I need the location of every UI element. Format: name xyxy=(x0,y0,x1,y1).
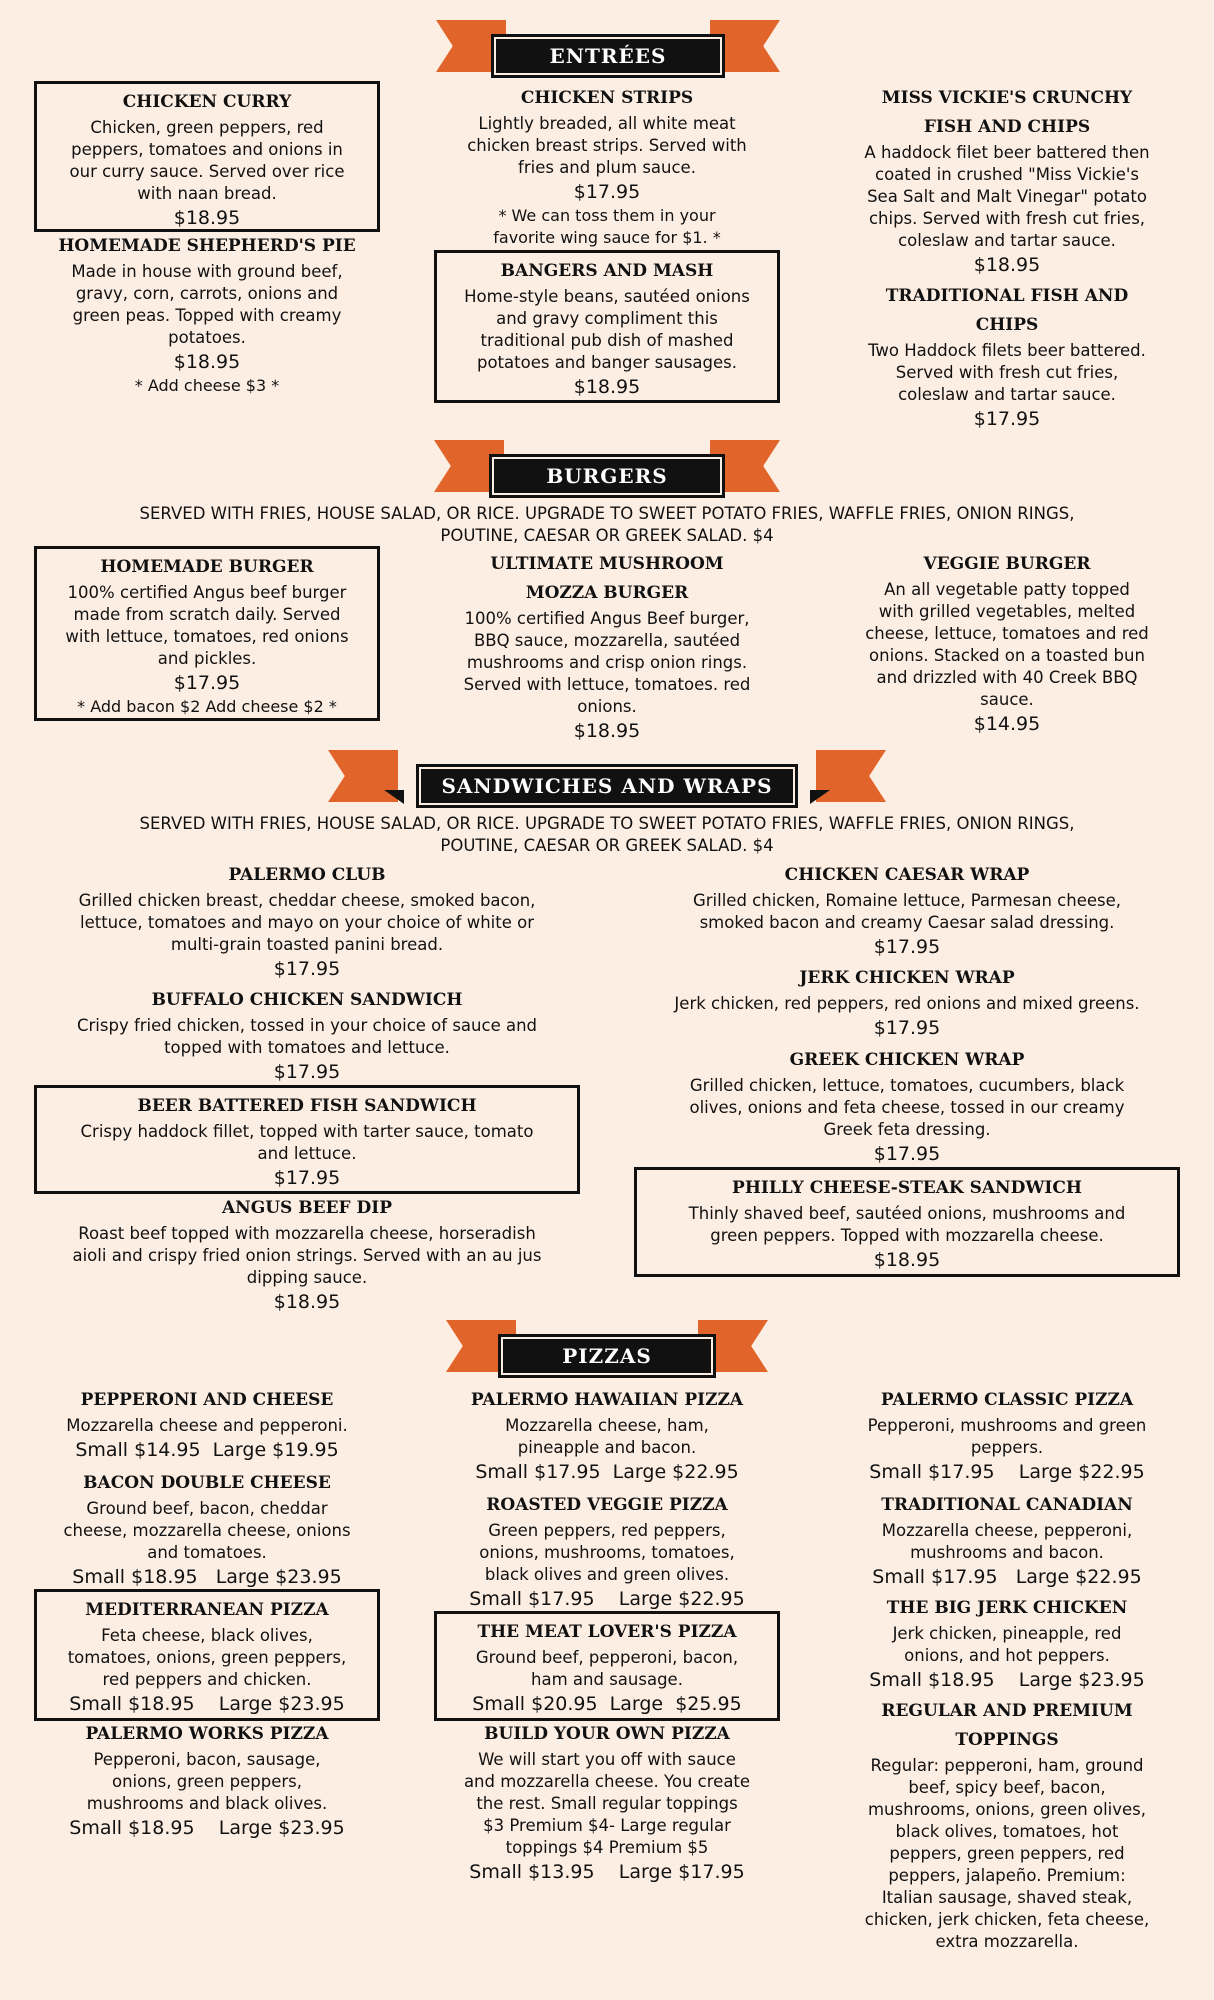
item-desc: dipping sauce. xyxy=(246,1268,368,1287)
item-desc: onions, green peppers, xyxy=(111,1772,303,1791)
item-desc: BBQ sauce, mozzarella, sautéed xyxy=(473,631,741,650)
item-name: BUILD YOUR OWN PIZZA xyxy=(484,1724,730,1744)
item-price: Small $18.95 Large $23.95 xyxy=(69,1817,345,1839)
item-price: $17.95 xyxy=(873,1143,941,1165)
item-desc: mushrooms and crisp onion rings. xyxy=(466,653,748,672)
menu-item-traditional-fish xyxy=(834,282,1180,432)
item-desc: topped with tomatoes and lettuce. xyxy=(164,1038,450,1057)
menu-item-jerk-chicken-wrap xyxy=(634,964,1180,1041)
item-name: BACON DOUBLE CHEESE xyxy=(83,1473,331,1493)
served-note-line: POUTINE, CAESAR OR GREEK SALAD. $4 xyxy=(440,526,774,545)
item-price: $17.95 xyxy=(173,672,241,694)
item-name: CHICKEN CAESAR WRAP xyxy=(784,865,1030,885)
menu-item-palermo-club xyxy=(34,861,580,982)
menu-item-buffalo-chicken xyxy=(34,986,580,1085)
section-title: BURGERS xyxy=(489,454,725,498)
item-name: PALERMO CLASSIC PIZZA xyxy=(880,1390,1134,1410)
item-note: * Add cheese $3 * xyxy=(134,376,280,395)
item-desc: gravy, corn, carrots, onions and xyxy=(75,284,339,303)
item-desc: olives, onions and feta cheese, tossed in our creamy xyxy=(689,1098,1125,1117)
item-desc: Made in house with ground beef, xyxy=(71,262,343,281)
item-name: CHICKEN CURRY xyxy=(122,92,292,112)
item-desc: Lightly breaded, all white meat xyxy=(478,114,736,133)
section-title: SANDWICHES AND WRAPS xyxy=(416,764,798,808)
item-price: $18.95 xyxy=(973,254,1041,276)
item-desc: onions, mushrooms, tomatoes, xyxy=(479,1543,735,1562)
item-desc: Greek feta dressing. xyxy=(823,1120,991,1139)
item-price: Small $20.95 Large $25.95 xyxy=(472,1693,742,1715)
item-name: PALERMO CLUB xyxy=(228,865,386,885)
item-desc: Served with lettuce, tomatoes. red xyxy=(463,675,751,694)
item-price: $17.95 xyxy=(273,1167,341,1189)
menu-item-meat-lovers-pizza xyxy=(434,1611,780,1721)
item-desc: potatoes and banger sausages. xyxy=(476,353,738,372)
item-name: JERK CHICKEN WRAP xyxy=(799,968,1015,988)
item-desc: pineapple and bacon. xyxy=(517,1438,697,1457)
item-desc: We will start you off with sauce xyxy=(478,1750,736,1769)
item-desc: green peas. Topped with creamy xyxy=(72,306,342,325)
item-name: BANGERS AND MASH xyxy=(500,261,714,281)
item-name: BEER BATTERED FISH SANDWICH xyxy=(137,1096,477,1116)
item-desc: with lettuce, tomatoes, red onions xyxy=(65,627,349,646)
item-price: Small $18.95 Large $23.95 xyxy=(69,1693,345,1715)
item-name: THE BIG JERK CHICKEN xyxy=(886,1598,1128,1618)
item-desc: A haddock filet beer battered then xyxy=(864,143,1150,162)
item-desc: cheese, mozzarella cheese, onions xyxy=(63,1521,351,1540)
item-desc: 100% certified Angus beef burger xyxy=(67,583,347,602)
item-desc: onions, and hot peppers. xyxy=(904,1646,1110,1665)
item-desc: fries and plum sauce. xyxy=(518,158,696,177)
item-desc: Served with fresh cut fries, xyxy=(895,363,1119,382)
item-desc: mushrooms and bacon. xyxy=(910,1543,1104,1562)
item-desc: toppings $4 Premium $5 xyxy=(505,1838,709,1857)
item-desc: traditional pub dish of mashed xyxy=(480,331,734,350)
section-banner-burgers xyxy=(434,440,780,502)
item-desc: chicken, jerk chicken, feta cheese, xyxy=(864,1910,1150,1929)
item-name: TRADITIONAL FISH AND xyxy=(885,286,1129,306)
served-note-line: POUTINE, CAESAR OR GREEK SALAD. $4 xyxy=(440,836,774,855)
item-name: ANGUS BEEF DIP xyxy=(221,1198,393,1218)
item-desc: Sea Salt and Malt Vinegar" potato xyxy=(867,187,1147,206)
item-name: PALERMO HAWAIIAN PIZZA xyxy=(470,1390,744,1410)
item-name: VEGGIE BURGER xyxy=(923,554,1091,574)
item-price: Small $14.95 Large $19.95 xyxy=(75,1439,339,1461)
item-desc: aioli and crispy fried onion strings. Served with an au jus xyxy=(72,1246,542,1265)
item-desc: Italian sausage, shaved steak, xyxy=(881,1888,1133,1907)
served-note-line: SERVED WITH FRIES, HOUSE SALAD, OR RICE. UPGRADE TO SWEET POTATO FRIES, WAFFLE FRIES, ONION RINGS, xyxy=(139,814,1075,833)
menu-item-bangers-and-mash xyxy=(434,250,780,403)
item-price: Small $13.95 Large $17.95 xyxy=(469,1861,745,1883)
item-desc: multi-grain toasted panini bread. xyxy=(170,935,444,954)
item-price: $17.95 xyxy=(973,408,1041,430)
menu-item-bacon-double-cheese xyxy=(34,1469,380,1590)
item-name: HOMEMADE SHEPHERD'S PIE xyxy=(58,236,356,256)
item-name: MISS VICKIE'S CRUNCHY xyxy=(881,88,1133,108)
item-desc: mushrooms, onions, green olives, xyxy=(867,1800,1147,1819)
item-desc: green peppers. Topped with mozzarella cheese. xyxy=(710,1226,1104,1245)
item-desc: our curry sauce. Served over rice xyxy=(69,162,345,181)
menu-item-chicken-caesar-wrap xyxy=(634,861,1180,960)
item-price: Small $18.95 Large $23.95 xyxy=(869,1669,1145,1691)
item-desc: Pepperoni, mushrooms and green xyxy=(867,1416,1147,1435)
menu-item-toppings xyxy=(834,1697,1180,1953)
item-desc: Chicken, green peppers, red xyxy=(90,118,324,137)
menu-item-greek-chicken-wrap xyxy=(634,1046,1180,1167)
item-desc: Pepperoni, bacon, sausage, xyxy=(93,1750,321,1769)
item-price: Small $18.95 Large $23.95 xyxy=(72,1566,342,1588)
section-banner-pizzas xyxy=(446,1320,768,1382)
item-desc: chips. Served with fresh cut fries, xyxy=(868,209,1146,228)
item-desc: Feta cheese, black olives, xyxy=(101,1626,313,1645)
menu-item-mediterranean-pizza xyxy=(34,1589,380,1721)
item-desc: Crispy haddock fillet, topped with tarter sauce, tomato xyxy=(80,1122,534,1141)
item-price: $18.95 xyxy=(873,1249,941,1271)
item-desc: beef, spicy beef, bacon, xyxy=(908,1778,1106,1797)
item-desc: extra mozzarella. xyxy=(935,1932,1079,1951)
item-desc: tomatoes, onions, green peppers, xyxy=(67,1648,347,1667)
item-desc: and gravy compliment this xyxy=(496,309,718,328)
item-name: PEPPERONI AND CHEESE xyxy=(80,1390,334,1410)
item-desc: sauce. xyxy=(980,690,1034,709)
item-price: $18.95 xyxy=(573,376,641,398)
item-desc: the rest. Small regular toppings xyxy=(476,1794,738,1813)
menu-item-build-your-own-pizza xyxy=(434,1720,780,1885)
item-name: THE MEAT LOVER'S PIZZA xyxy=(477,1622,737,1642)
item-desc: black olives, tomatoes, hot xyxy=(895,1822,1119,1841)
item-desc: peppers, jalapeño. Premium: xyxy=(888,1866,1126,1885)
item-price: Small $17.95 Large $22.95 xyxy=(869,1461,1145,1483)
item-note: favorite wing sauce for $1. * xyxy=(493,228,721,247)
menu-item-beer-battered-fish xyxy=(34,1085,580,1194)
item-desc: peppers. xyxy=(970,1438,1044,1457)
item-desc: peppers, tomatoes and onions in xyxy=(71,140,343,159)
item-desc: lettuce, tomatoes and mayo on your choice of white or xyxy=(80,913,534,932)
item-name: MEDITERRANEAN PIZZA xyxy=(85,1600,329,1620)
item-desc: black olives and green olives. xyxy=(484,1565,730,1584)
item-desc: potatoes. xyxy=(168,328,246,347)
item-desc: and pickles. xyxy=(157,649,257,668)
section-title: PIZZAS xyxy=(498,1334,716,1378)
item-desc: chicken breast strips. Served with xyxy=(467,136,747,155)
served-note xyxy=(40,503,1174,547)
item-price: $17.95 xyxy=(273,1061,341,1083)
item-price: $17.95 xyxy=(873,1017,941,1039)
item-price: $18.95 xyxy=(173,351,241,373)
item-desc: and lettuce. xyxy=(257,1144,357,1163)
item-desc: peppers, green peppers, red xyxy=(889,1844,1125,1863)
item-desc: Grilled chicken, lettuce, tomatoes, cucumbers, black xyxy=(689,1076,1125,1095)
item-desc: Grilled chicken breast, cheddar cheese, smoked bacon, xyxy=(78,891,536,910)
item-desc: and tomatoes. xyxy=(147,1543,267,1562)
menu-item-pepperoni-cheese xyxy=(34,1386,380,1463)
served-note-line: SERVED WITH FRIES, HOUSE SALAD, OR RICE. UPGRADE TO SWEET POTATO FRIES, WAFFLE FRIES, ONION RINGS, xyxy=(139,504,1075,523)
item-name: GREEK CHICKEN WRAP xyxy=(789,1050,1025,1070)
item-name: ROASTED VEGGIE PIZZA xyxy=(486,1495,728,1515)
item-desc: Roast beef topped with mozzarella cheese, horseradish xyxy=(78,1224,536,1243)
item-name: PHILLY CHEESE-STEAK SANDWICH xyxy=(732,1178,1082,1198)
item-desc: An all vegetable patty topped xyxy=(884,580,1130,599)
item-name: TRADITIONAL CANADIAN xyxy=(881,1495,1133,1515)
item-desc: Crispy fried chicken, tossed in your choice of sauce and xyxy=(76,1016,538,1035)
item-desc: and mozzarella cheese. You create xyxy=(463,1772,751,1791)
item-name: CHIPS xyxy=(975,315,1039,335)
item-desc: Regular: pepperoni, ham, ground xyxy=(870,1756,1144,1775)
item-desc: Home-style beans, sautéed onions xyxy=(464,287,750,306)
item-name: TOPPINGS xyxy=(955,1730,1059,1750)
item-name: BUFFALO CHICKEN SANDWICH xyxy=(151,990,463,1010)
menu-item-angus-beef-dip xyxy=(34,1194,580,1315)
item-desc: and drizzled with 40 Creek BBQ xyxy=(876,668,1138,687)
section-title: ENTRÉES xyxy=(491,34,725,78)
item-desc: Mozzarella cheese and pepperoni. xyxy=(66,1416,348,1435)
section-banner-sandwiches xyxy=(328,750,886,812)
item-price: $18.95 xyxy=(573,720,641,742)
item-desc: made from scratch daily. Served xyxy=(73,605,341,624)
item-price: $17.95 xyxy=(273,958,341,980)
menu-item-homemade-burger xyxy=(34,546,380,721)
item-desc: Ground beef, pepperoni, bacon, xyxy=(475,1648,739,1667)
item-desc: Jerk chicken, red peppers, red onions and mixed greens. xyxy=(674,994,1140,1013)
item-name: CHICKEN STRIPS xyxy=(520,88,694,108)
menu-item-mushroom-mozza-burger xyxy=(434,550,780,744)
served-note xyxy=(40,813,1174,857)
item-desc: Two Haddock filets beer battered. xyxy=(868,341,1146,360)
item-name: MOZZA BURGER xyxy=(525,583,689,603)
item-note: * We can toss them in your xyxy=(498,206,716,225)
menu-item-veggie-burger xyxy=(834,550,1180,737)
item-desc: $3 Premium $4- Large regular xyxy=(483,1816,731,1835)
menu-item-traditional-canadian xyxy=(834,1491,1180,1590)
item-price: $17.95 xyxy=(873,936,941,958)
menu-item-big-jerk-chicken xyxy=(834,1594,1180,1693)
item-desc: with grilled vegetables, melted xyxy=(878,602,1136,621)
item-desc: Mozzarella cheese, pepperoni, xyxy=(881,1521,1133,1540)
item-desc: Thinly shaved beef, sautéed onions, mushrooms and xyxy=(688,1204,1126,1223)
menu-item-palermo-hawaiian-pizza xyxy=(434,1386,780,1485)
item-desc: red peppers and chicken. xyxy=(102,1670,312,1689)
item-desc: Jerk chicken, pineapple, red xyxy=(892,1624,1122,1643)
item-desc: onions. xyxy=(577,697,637,716)
menu-item-palermo-works-pizza xyxy=(34,1720,380,1841)
item-desc: with naan bread. xyxy=(137,184,277,203)
menu-item-palermo-classic-pizza xyxy=(834,1386,1180,1485)
item-desc: cheese, lettuce, tomatoes and red xyxy=(865,624,1149,643)
item-desc: mushrooms and black olives. xyxy=(86,1794,328,1813)
item-desc: 100% certified Angus Beef burger, xyxy=(464,609,750,628)
item-desc: smoked bacon and creamy Caesar salad dressing. xyxy=(699,913,1115,932)
menu-item-shepherds-pie xyxy=(34,232,380,397)
item-desc: onions. Stacked on a toasted bun xyxy=(869,646,1145,665)
menu-item-roasted-veggie-pizza xyxy=(434,1491,780,1612)
item-desc: Mozzarella cheese, ham, xyxy=(505,1416,709,1435)
item-name: ULTIMATE MUSHROOM xyxy=(490,554,724,574)
item-price: Small $17.95 Large $22.95 xyxy=(475,1461,739,1483)
item-desc: coleslaw and tartar sauce. xyxy=(898,385,1116,404)
menu-item-philly-cheese-steak xyxy=(634,1167,1180,1277)
item-note: * Add bacon $2 Add cheese $2 * xyxy=(77,697,337,716)
item-name: REGULAR AND PREMIUM xyxy=(881,1701,1133,1721)
item-name: PALERMO WORKS PIZZA xyxy=(85,1724,329,1744)
menu-item-chicken-strips xyxy=(434,84,780,249)
item-desc: coleslaw and tartar sauce. xyxy=(898,231,1116,250)
item-price: $18.95 xyxy=(173,207,241,229)
item-name: HOMEMADE BURGER xyxy=(100,557,314,577)
item-price: $17.95 xyxy=(573,181,641,203)
menu-item-chicken-curry xyxy=(34,81,380,232)
item-price: Small $17.95 Large $22.95 xyxy=(469,1588,745,1610)
item-price: Small $17.95 Large $22.95 xyxy=(872,1566,1142,1588)
item-desc: ham and sausage. xyxy=(531,1670,683,1689)
item-desc: Grilled chicken, Romaine lettuce, Parmesan cheese, xyxy=(692,891,1121,910)
item-desc: Green peppers, red peppers, xyxy=(488,1521,726,1540)
item-desc: coated in crushed "Miss Vickie's xyxy=(875,165,1139,184)
section-banner-entrees xyxy=(436,20,780,82)
menu-item-miss-vickies-fish xyxy=(834,84,1180,278)
item-price: $14.95 xyxy=(973,713,1041,735)
item-desc: Ground beef, bacon, cheddar xyxy=(86,1499,328,1518)
item-name: FISH AND CHIPS xyxy=(923,117,1091,137)
item-price: $18.95 xyxy=(273,1291,341,1313)
